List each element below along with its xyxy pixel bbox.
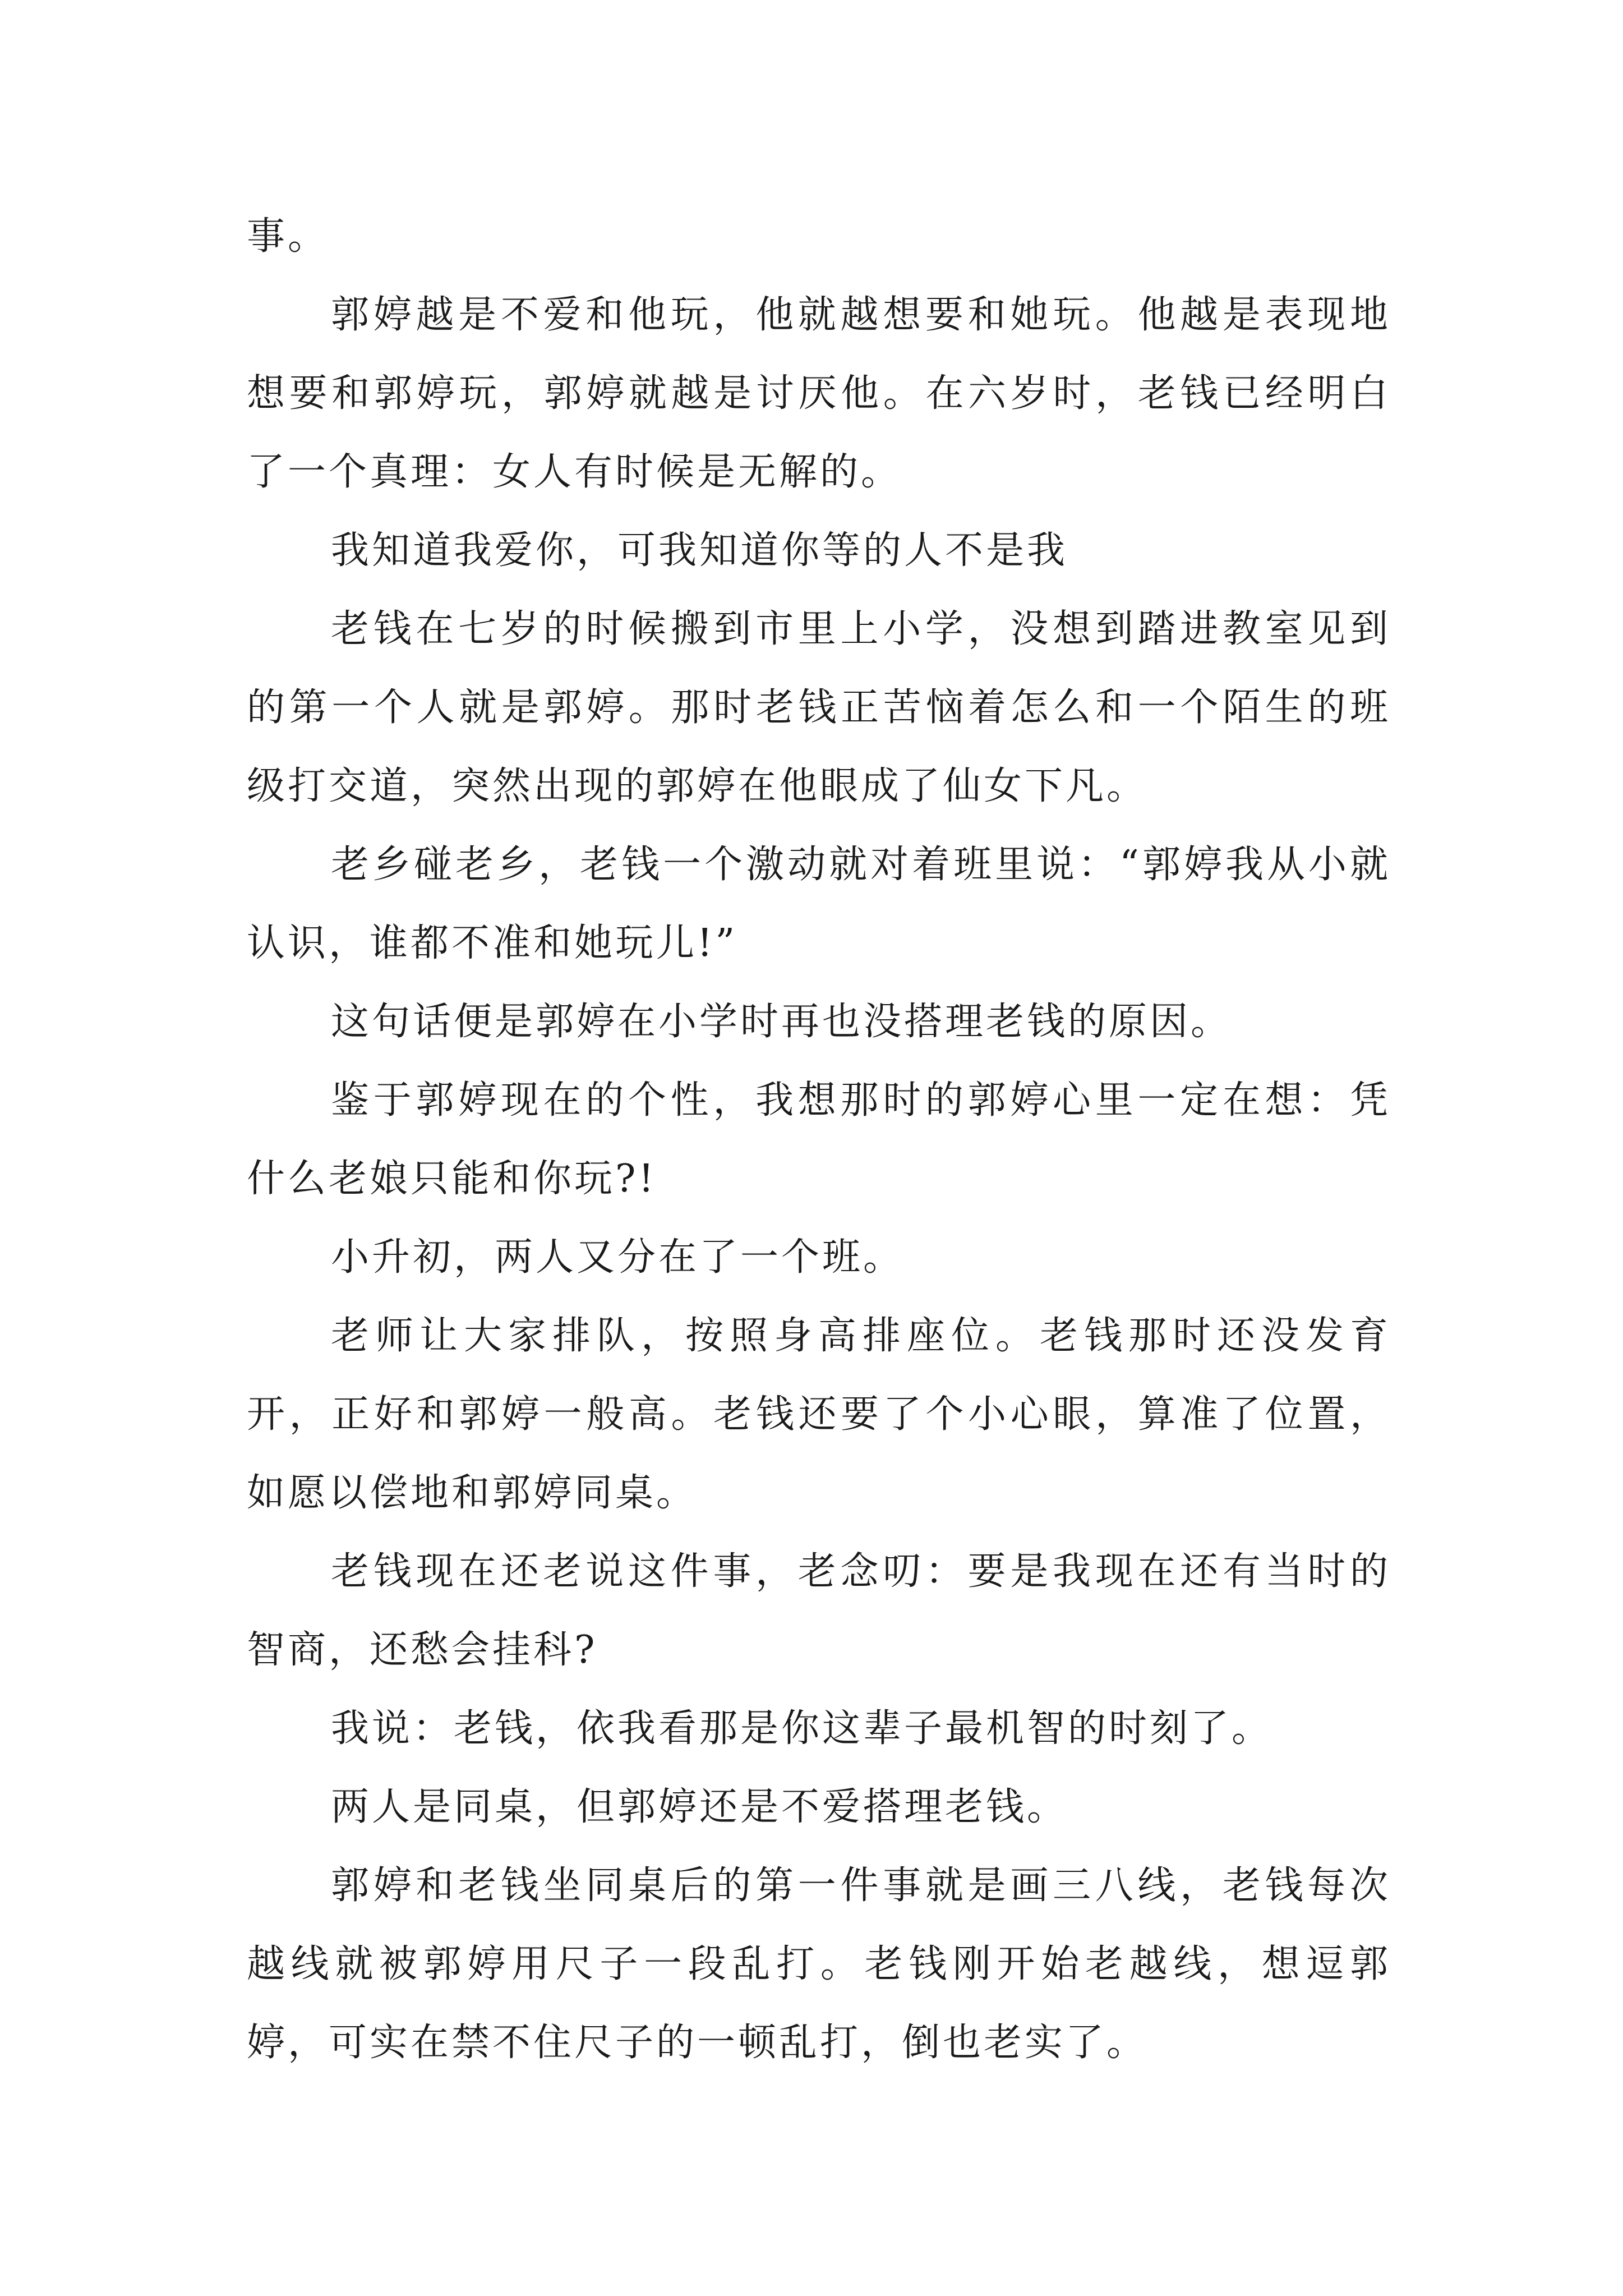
body-text (247, 197, 1391, 2082)
paragraph: 郭婷越是不爱和他玩，他就越想要和她玩。他越是表现地想要和郭婷玩，郭婷就越是讨厌他。在六岁时，老钱已经明白了一个真理：女人有时候是无解的。 (247, 293, 1391, 494)
paragraph: 我知道我爱你，可我知道你等的人不是我 (331, 528, 1068, 573)
paragraph: 小升初，两人又分在了一个班。 (331, 1235, 905, 1280)
paragraph: 我说：老钱，依我看那是你这辈子最机智的时刻了。 (331, 1706, 1273, 1751)
paragraph: 郭婷和老钱坐同桌后的第一件事就是画三八线，老钱每次越线就被郭婷用尺子一段乱打。老钱刚开始老越线，想逗郭婷，可实在禁不住尺子的一顿乱打，倒也老实了。 (247, 1864, 1391, 2065)
paragraph: 这句话便是郭婷在小学时再也没搭理老钱的原因。 (331, 1000, 1232, 1044)
paragraph: 两人是同桌，但郭婷还是不爱搭理老钱。 (331, 1785, 1068, 1829)
paragraph: 老钱现在还老说这件事，老念叨：要是我现在还有当时的智商，还愁会挂科? (247, 1549, 1391, 1672)
paragraph: 事。 (247, 214, 329, 259)
paragraph: 鉴于郭婷现在的个性，我想那时的郭婷心里一定在想：凭什么老娘只能和你玩?! (247, 1078, 1391, 1201)
paragraph: 老师让大家排队，按照身高排座位。老钱那时还没发育开，正好和郭婷一般高。老钱还要了个小心眼，算准了位置，如愿以偿地和郭婷同桌。 (247, 1314, 1391, 1515)
paragraph: 老钱在七岁的时候搬到市里上小学，没想到踏进教室见到的第一个人就是郭婷。那时老钱正苦恼着怎么和一个陌生的班级打交道，突然出现的郭婷在他眼成了仙女下凡。 (247, 607, 1391, 808)
paragraph: 老乡碰老乡，老钱一个激动就对着班里说：“郭婷我从小就认识，谁都不准和她玩儿!” (247, 843, 1391, 965)
